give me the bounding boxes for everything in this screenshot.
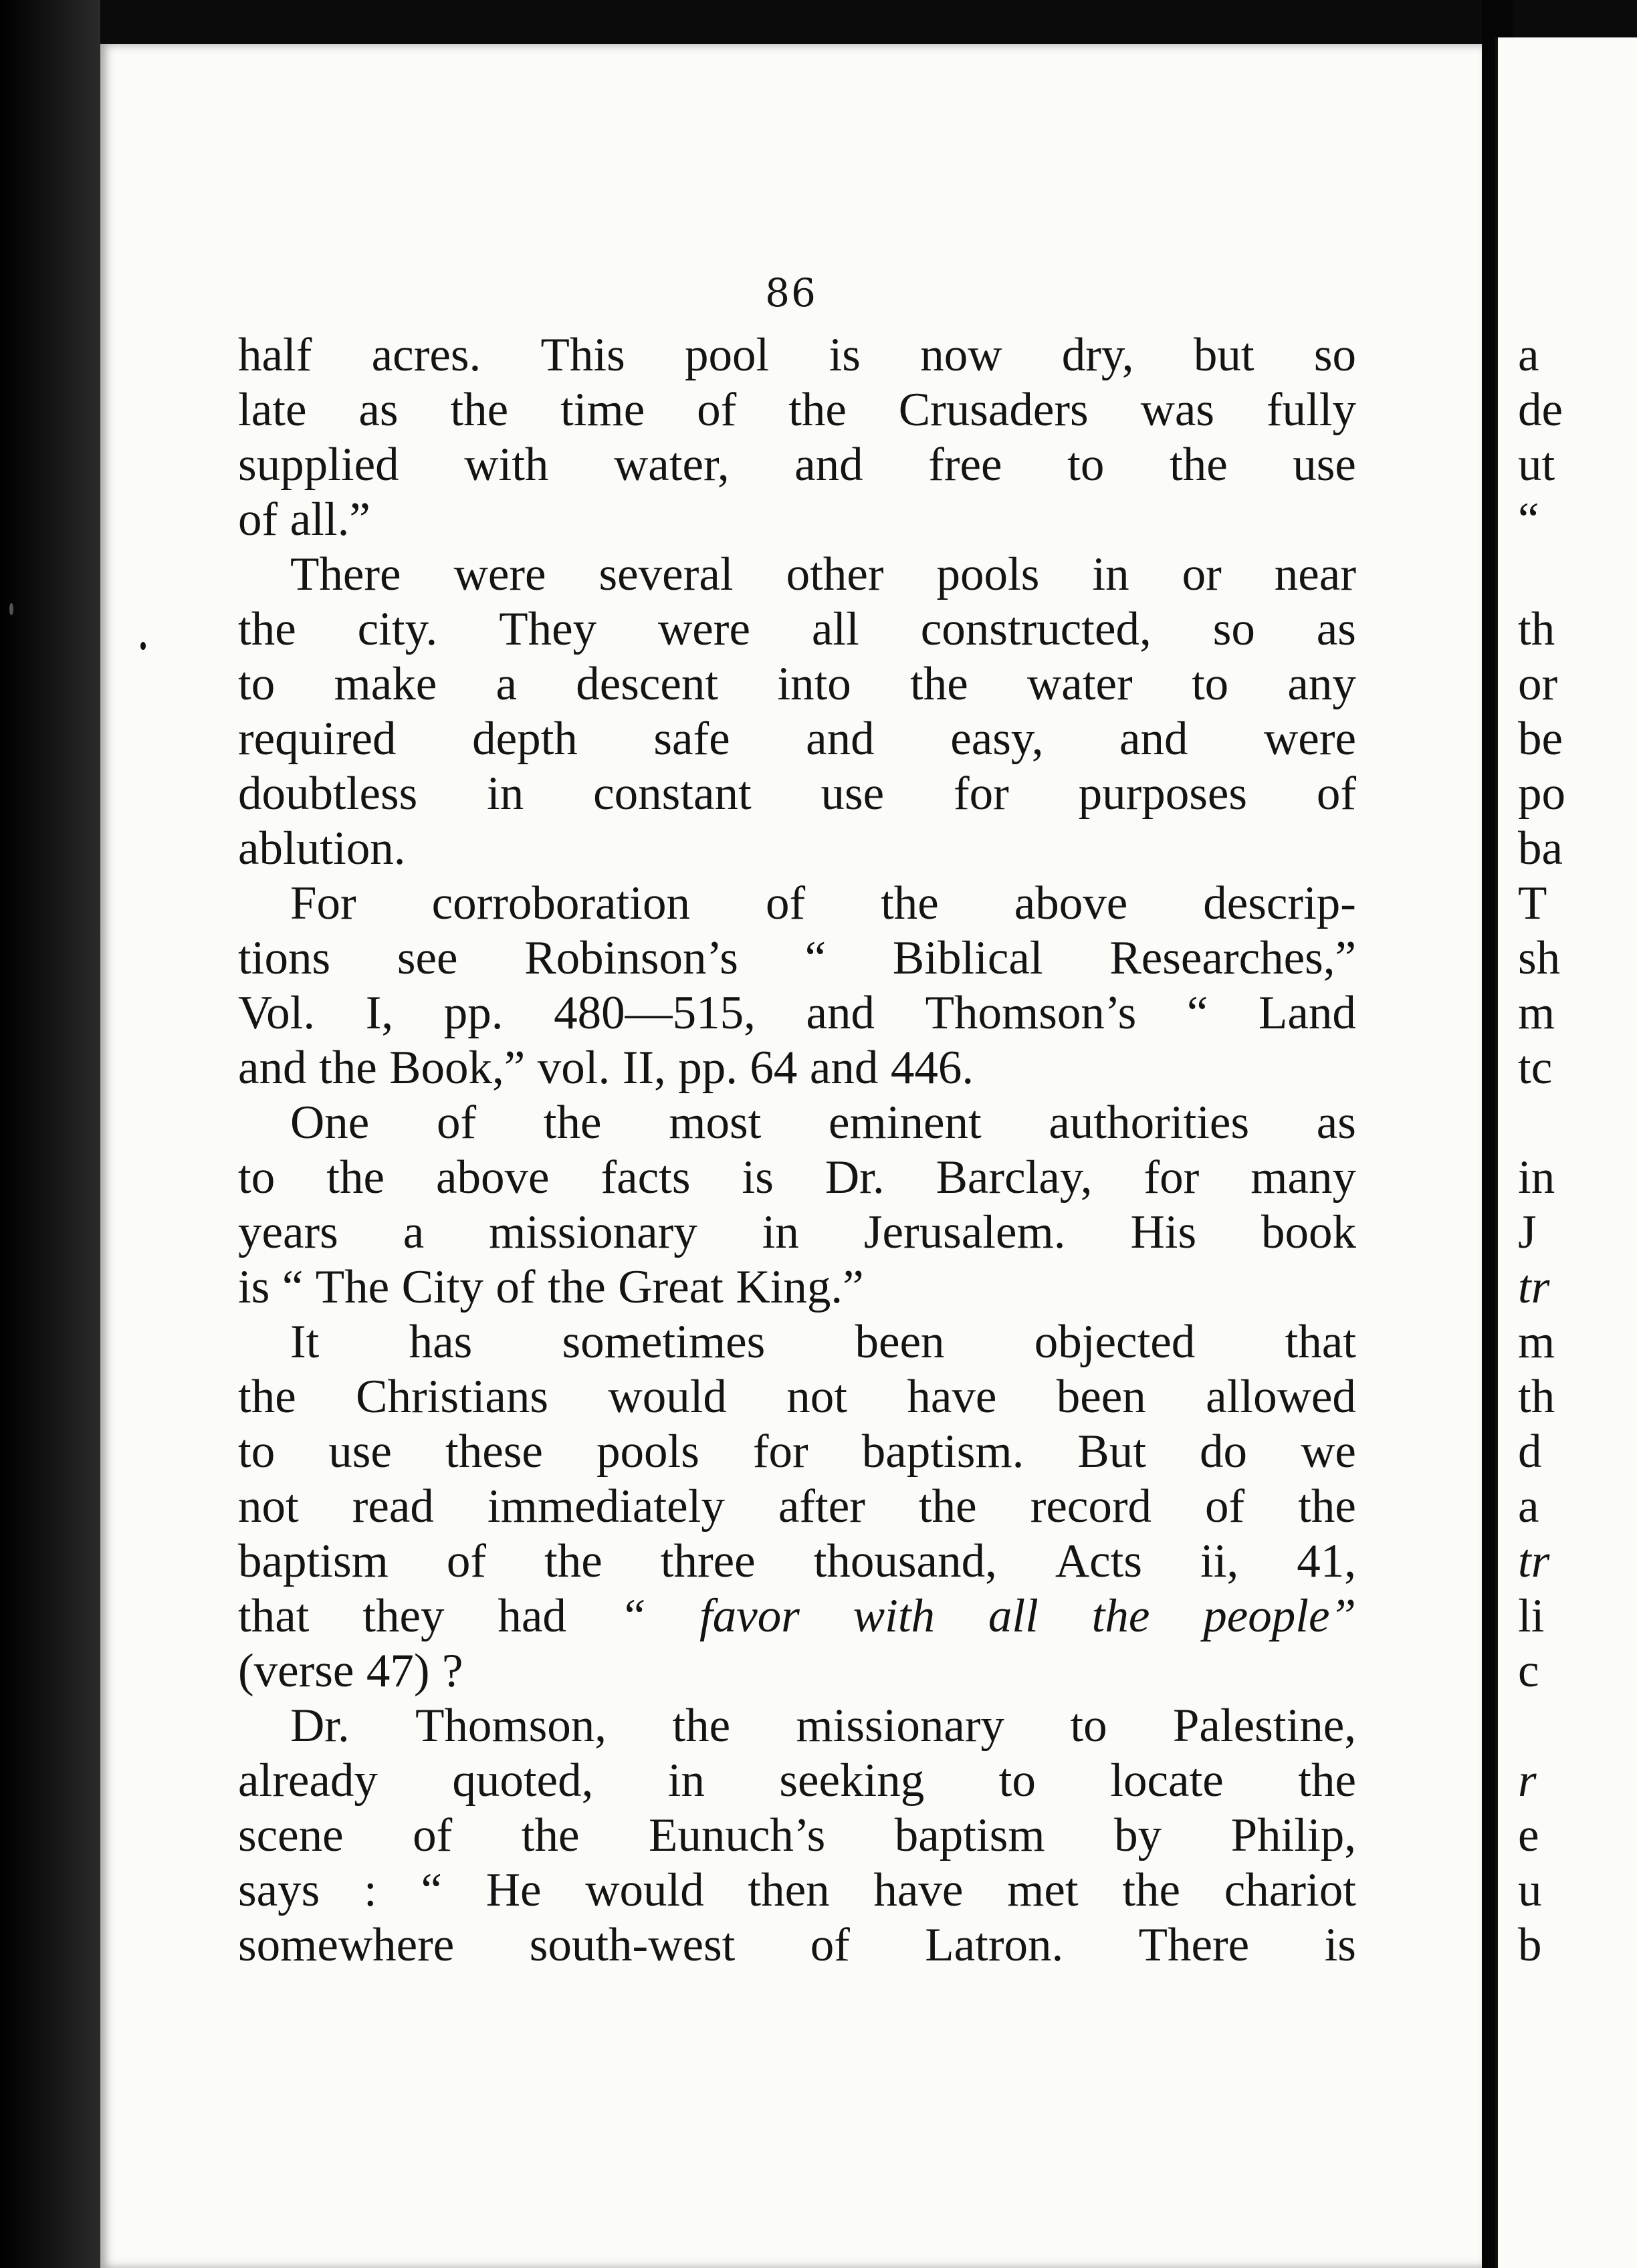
word: any <box>1287 658 1356 710</box>
word: most <box>669 1097 762 1149</box>
word: have <box>873 1864 964 1916</box>
word: the <box>543 1097 602 1149</box>
facing-page-fragment: or <box>1518 658 1558 710</box>
text-line <box>238 1753 1356 1808</box>
word: now <box>920 329 1002 381</box>
word: or <box>1182 548 1222 600</box>
facing-page-fragment: “ <box>1518 493 1539 546</box>
word: to <box>238 658 276 710</box>
facing-page-edge <box>1495 37 1637 2268</box>
word: easy, <box>950 713 1044 765</box>
facing-page-fragment: tr <box>1518 1535 1550 1587</box>
word: and <box>806 987 875 1039</box>
word: City <box>401 1261 483 1313</box>
word: tions <box>238 932 331 984</box>
word: scene <box>238 1809 344 1861</box>
facing-page-fragment: m <box>1518 987 1555 1039</box>
word: in <box>667 1754 705 1807</box>
word: water <box>1027 658 1133 710</box>
word: 64 <box>750 1042 798 1094</box>
word: near <box>1274 548 1356 600</box>
word: water, <box>614 439 730 491</box>
word: so <box>1313 329 1356 381</box>
word: purposes <box>1078 768 1248 820</box>
word: all.” <box>290 493 370 546</box>
word: as <box>1316 1097 1356 1149</box>
text-line <box>238 1369 1356 1424</box>
word: of <box>1205 1480 1245 1533</box>
word: the <box>326 1151 385 1204</box>
word: of <box>238 493 278 546</box>
text-line <box>238 1260 1356 1315</box>
word: ? <box>442 1645 463 1697</box>
word: says <box>238 1864 320 1916</box>
text-line <box>238 711 1356 766</box>
word: sometimes <box>562 1316 766 1368</box>
word: Thomson’s <box>925 987 1137 1039</box>
word: the <box>918 1480 977 1533</box>
scan-speck <box>140 642 146 650</box>
text-line <box>238 1698 1356 1753</box>
word: with <box>853 1590 936 1642</box>
word: Robinson’s <box>524 932 738 984</box>
facing-page-fragment: de <box>1518 384 1563 436</box>
word: baptism. <box>861 1426 1024 1478</box>
word: Palestine, <box>1172 1700 1356 1752</box>
word: so <box>1212 603 1255 655</box>
word: Latron. <box>925 1919 1064 1971</box>
word: all <box>811 603 859 655</box>
word: as <box>1316 603 1356 655</box>
facing-page-fragment: li <box>1518 1590 1545 1642</box>
text-line <box>238 1315 1356 1369</box>
word: the <box>544 1535 603 1587</box>
word: see <box>397 932 458 984</box>
word: and <box>1119 713 1188 765</box>
facing-page-fragment: tc <box>1518 1042 1553 1094</box>
facing-page-fragment: be <box>1518 713 1563 765</box>
word: descent <box>576 658 719 710</box>
word: One <box>290 1097 370 1149</box>
word: other <box>786 548 884 600</box>
word: as <box>358 384 399 436</box>
text-line <box>238 1918 1356 1972</box>
word: people” <box>1203 1590 1356 1642</box>
facing-page-fragment: e <box>1518 1809 1539 1861</box>
word: use <box>1293 439 1356 491</box>
word: would <box>585 1864 704 1916</box>
word: This <box>540 329 625 381</box>
word: corroboration <box>431 877 691 929</box>
word: the <box>1091 1590 1150 1642</box>
word: “ <box>804 932 827 984</box>
word: several <box>598 548 734 600</box>
word: late <box>238 384 307 436</box>
word: of <box>697 384 737 436</box>
word: Crusaders <box>898 384 1089 436</box>
word: descrip- <box>1203 877 1356 929</box>
word: doubtless <box>238 768 418 820</box>
word: to <box>1067 439 1105 491</box>
word: the <box>238 1371 296 1423</box>
word: to <box>1191 658 1229 710</box>
word: Barclay, <box>936 1151 1093 1204</box>
word: missionary <box>796 1700 1005 1752</box>
text-line <box>238 1150 1356 1205</box>
word: of <box>765 877 806 929</box>
word: to <box>998 1754 1036 1807</box>
word: He <box>485 1864 542 1916</box>
word: the <box>1169 439 1228 491</box>
word: to <box>238 1151 276 1204</box>
word: chariot <box>1224 1864 1356 1916</box>
text-line <box>238 492 1356 547</box>
facing-page-fragment: m <box>1518 1316 1555 1368</box>
text-line <box>238 1863 1356 1918</box>
facing-page-fragment: u <box>1518 1864 1542 1916</box>
word: is <box>1324 1919 1356 1971</box>
word: and <box>794 439 863 491</box>
word: authorities <box>1049 1097 1250 1149</box>
word: of <box>496 1261 536 1313</box>
word: in <box>1092 548 1129 600</box>
text-line <box>238 986 1356 1040</box>
word: thousand, <box>813 1535 997 1587</box>
word: after <box>778 1480 865 1533</box>
facing-page-fragment: tr <box>1518 1261 1550 1313</box>
word: fully <box>1266 384 1356 436</box>
page-number: 86 <box>765 270 817 316</box>
word: to <box>238 1426 276 1478</box>
word: pp. <box>443 987 504 1039</box>
text-line <box>238 1205 1356 1260</box>
text-line <box>238 1589 1356 1643</box>
word: have <box>907 1371 997 1423</box>
word: His <box>1130 1206 1197 1258</box>
facing-page-fragment: T <box>1518 877 1547 929</box>
word: ablution. <box>238 822 406 875</box>
word: “ <box>619 1590 647 1642</box>
text-line <box>238 766 1356 821</box>
word: that <box>238 1590 310 1642</box>
word: they <box>362 1590 445 1642</box>
word: supplied <box>238 439 399 491</box>
word: is <box>238 1261 270 1313</box>
word: ii, <box>1200 1535 1239 1587</box>
word: the <box>548 1261 606 1313</box>
word: of <box>413 1809 453 1861</box>
word: “ <box>1186 987 1208 1039</box>
word: safe <box>653 713 730 765</box>
word: For <box>290 877 356 929</box>
word: record <box>1030 1480 1152 1533</box>
word: with <box>464 439 549 491</box>
word: Acts <box>1055 1535 1142 1587</box>
word: dry, <box>1061 329 1134 381</box>
word: King.” <box>736 1261 864 1313</box>
word: already <box>238 1754 378 1807</box>
text-line <box>238 1040 1356 1095</box>
word: required <box>238 713 397 765</box>
word: south-west <box>529 1919 736 1971</box>
word: the <box>450 384 509 436</box>
word: baptism <box>894 1809 1045 1861</box>
text-line <box>238 876 1356 931</box>
word: above <box>435 1151 550 1204</box>
word: a <box>403 1206 425 1258</box>
word: three <box>660 1535 756 1587</box>
word: were <box>1264 713 1356 765</box>
word: Book,” <box>389 1042 526 1094</box>
word: 480—515, <box>554 987 756 1039</box>
word: the <box>1298 1480 1356 1533</box>
word: free <box>928 439 1002 491</box>
word: of <box>446 1535 486 1587</box>
word: Christians <box>356 1371 549 1423</box>
facing-page-fragment: in <box>1518 1151 1555 1204</box>
word: allowed <box>1206 1371 1356 1423</box>
word: but <box>1193 329 1254 381</box>
word: the <box>1298 1754 1356 1807</box>
word: in <box>762 1206 799 1258</box>
word: years <box>238 1206 338 1258</box>
word: : <box>364 1864 377 1916</box>
word: city. <box>357 603 438 655</box>
facing-page-fragment: po <box>1518 768 1565 820</box>
word: then <box>748 1864 830 1916</box>
word: not <box>238 1480 299 1533</box>
word: Jerusalem. <box>863 1206 1066 1258</box>
word: into <box>777 658 851 710</box>
book-edge-shadow <box>0 0 100 2268</box>
body-text <box>238 328 1356 1972</box>
word: above <box>1014 877 1128 929</box>
word: Researches,” <box>1109 932 1356 984</box>
word: the <box>910 658 968 710</box>
word: seeking <box>779 1754 925 1807</box>
word: half <box>238 329 312 381</box>
word: constructed, <box>920 603 1152 655</box>
word: and <box>809 1042 879 1094</box>
facing-page-fragment: sh <box>1518 932 1561 984</box>
word: They <box>499 603 597 655</box>
word: Biblical <box>892 932 1043 984</box>
text-line <box>238 1424 1356 1479</box>
word: many <box>1250 1151 1356 1204</box>
word: II, <box>622 1042 666 1094</box>
facing-page-fragment: th <box>1518 1371 1555 1423</box>
word: Dr. <box>825 1151 885 1204</box>
word: these <box>445 1426 543 1478</box>
word: acres. <box>371 329 481 381</box>
text-line <box>238 931 1356 986</box>
word: “ <box>282 1261 304 1313</box>
word: 41, <box>1297 1535 1356 1587</box>
word: by <box>1114 1809 1162 1861</box>
word: the <box>318 1042 377 1094</box>
word: and <box>238 1042 307 1094</box>
facing-page-fragment: J <box>1518 1206 1537 1258</box>
word: is <box>829 329 861 381</box>
word: constant <box>593 768 752 820</box>
text-line <box>238 382 1356 437</box>
word: the <box>881 877 939 929</box>
word: favor <box>699 1590 800 1642</box>
word: been <box>1056 1371 1146 1423</box>
word: eminent <box>828 1097 982 1149</box>
word: for <box>752 1426 808 1478</box>
word: met <box>1007 1864 1079 1916</box>
word: It <box>290 1316 320 1368</box>
text-line <box>238 547 1356 602</box>
word: Thomson, <box>415 1700 607 1752</box>
word: of <box>1316 768 1356 820</box>
word: Great <box>618 1261 724 1313</box>
facing-page-fragment: th <box>1518 603 1555 655</box>
word: There <box>1138 1919 1250 1971</box>
word: quoted, <box>452 1754 594 1807</box>
scan-speck <box>9 603 13 615</box>
word: 47) <box>366 1645 430 1697</box>
word: that <box>1285 1316 1356 1368</box>
word: pool <box>685 329 770 381</box>
word: pools <box>936 548 1040 600</box>
facing-page-fragment: c <box>1518 1645 1539 1697</box>
word: time <box>560 384 645 436</box>
word: for <box>1143 1151 1200 1204</box>
facing-page-fragment: b <box>1518 1919 1542 1971</box>
word: baptism <box>238 1535 389 1587</box>
word: 446. <box>890 1042 974 1094</box>
word: were <box>453 548 546 600</box>
word: the <box>1122 1864 1181 1916</box>
text-line <box>238 1095 1356 1150</box>
word: book <box>1261 1206 1356 1258</box>
word: to <box>1070 1700 1107 1752</box>
word: were <box>658 603 750 655</box>
word: somewhere <box>238 1919 455 1971</box>
word: vol. <box>537 1042 611 1094</box>
word: But <box>1077 1426 1146 1478</box>
text-line <box>238 657 1356 711</box>
text-line <box>238 437 1356 492</box>
word: of <box>436 1097 477 1149</box>
word: is <box>742 1151 774 1204</box>
word: locate <box>1110 1754 1224 1807</box>
word: use <box>328 1426 392 1478</box>
text-line <box>238 821 1356 876</box>
word: “ <box>421 1864 442 1916</box>
word: been <box>855 1316 945 1368</box>
word: depth <box>472 713 578 765</box>
word: a <box>496 658 517 710</box>
word: (verse <box>238 1645 354 1697</box>
word: make <box>334 658 437 710</box>
word: not <box>786 1371 848 1423</box>
word: immediately <box>487 1480 725 1533</box>
facing-page-fragment: a <box>1518 329 1539 381</box>
word: Eunuch’s <box>649 1809 826 1861</box>
word: we <box>1301 1426 1356 1478</box>
word: Land <box>1259 987 1356 1039</box>
word: There <box>290 548 401 600</box>
word: would <box>608 1371 727 1423</box>
word: read <box>352 1480 434 1533</box>
word: has <box>409 1316 473 1368</box>
word: the <box>238 603 296 655</box>
word: Philip, <box>1230 1809 1356 1861</box>
word: in <box>487 768 524 820</box>
word: pp. <box>678 1042 738 1094</box>
word: had <box>498 1590 566 1642</box>
word: pools <box>596 1426 699 1478</box>
text-line <box>238 1534 1356 1589</box>
word: use <box>821 768 885 820</box>
facing-page-fragment: r <box>1518 1754 1537 1807</box>
word: and <box>806 713 875 765</box>
word: was <box>1140 384 1214 436</box>
word: missionary <box>489 1206 697 1258</box>
word: do <box>1200 1426 1248 1478</box>
facing-page-fragment: ba <box>1518 822 1563 875</box>
word: all <box>988 1590 1039 1642</box>
word: the <box>788 384 847 436</box>
word: facts <box>601 1151 691 1204</box>
word: I, <box>365 987 394 1039</box>
word: the <box>521 1809 580 1861</box>
text-line <box>238 602 1356 657</box>
facing-page-fragment: a <box>1518 1480 1539 1533</box>
word: of <box>810 1919 850 1971</box>
word: objected <box>1034 1316 1196 1368</box>
facing-page-fragment: ut <box>1518 439 1555 491</box>
text-line <box>238 328 1356 382</box>
facing-page-fragment: d <box>1518 1426 1542 1478</box>
word: the <box>672 1700 731 1752</box>
word: Vol. <box>238 987 316 1039</box>
word: Dr. <box>290 1700 350 1752</box>
text-line <box>238 1643 1356 1698</box>
text-line <box>238 1479 1356 1534</box>
text-line <box>238 1808 1356 1863</box>
word: for <box>953 768 1009 820</box>
word: The <box>315 1261 390 1313</box>
